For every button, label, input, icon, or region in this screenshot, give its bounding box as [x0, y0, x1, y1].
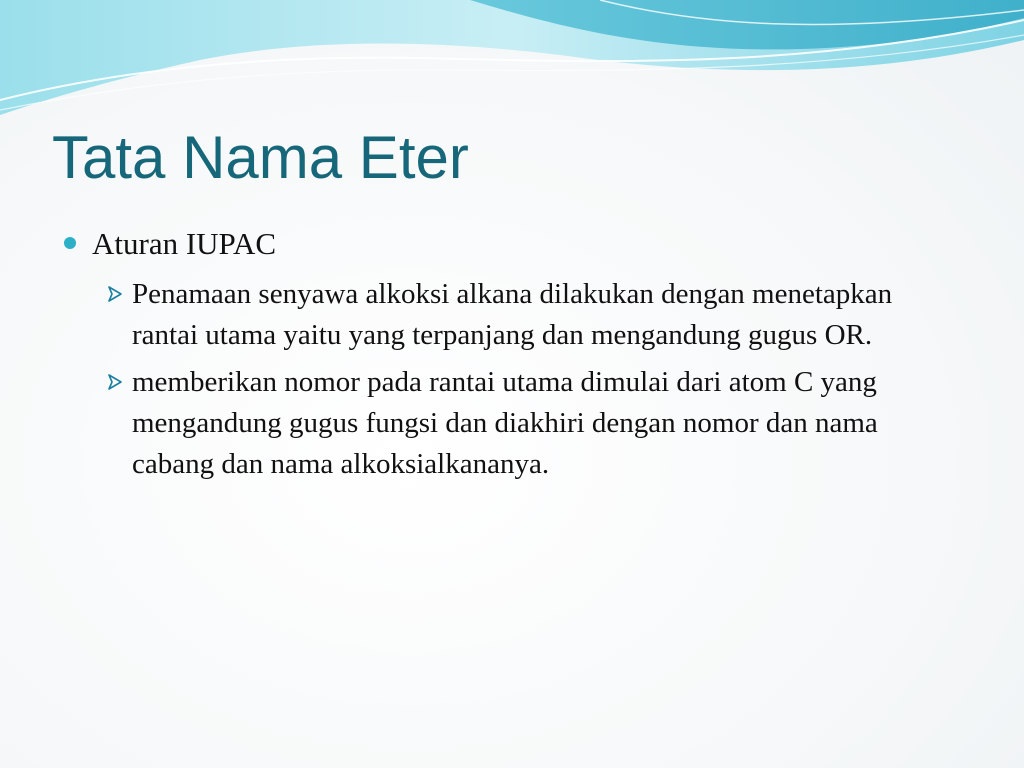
bullet-list	[60, 224, 960, 491]
bullet-item-iupac	[60, 224, 960, 264]
bullet-text: Aturan IUPAC	[92, 226, 277, 261]
arrowhead-icon	[106, 373, 124, 391]
round-dot-icon	[64, 237, 76, 249]
subbullet-item-numbering	[132, 362, 960, 485]
header-wave-decoration	[0, 0, 1024, 130]
slide-title: Tata Nama Eter	[52, 124, 469, 191]
arrowhead-icon	[106, 285, 124, 303]
subbullet-text: Penamaan senyawa alkoksi alkana dilakukan dengan menetapkan rantai utama yaitu yang terpanjang dan mengandung gugus OR.	[132, 278, 893, 351]
subbullet-text: memberikan nomor pada rantai utama dimulai dari atom C yang mengandung gugus fungsi dan diakhiri dengan nomor dan nama cabang dan nama alkoksialkananya.	[132, 366, 878, 480]
subbullet-item-naming	[132, 274, 960, 356]
